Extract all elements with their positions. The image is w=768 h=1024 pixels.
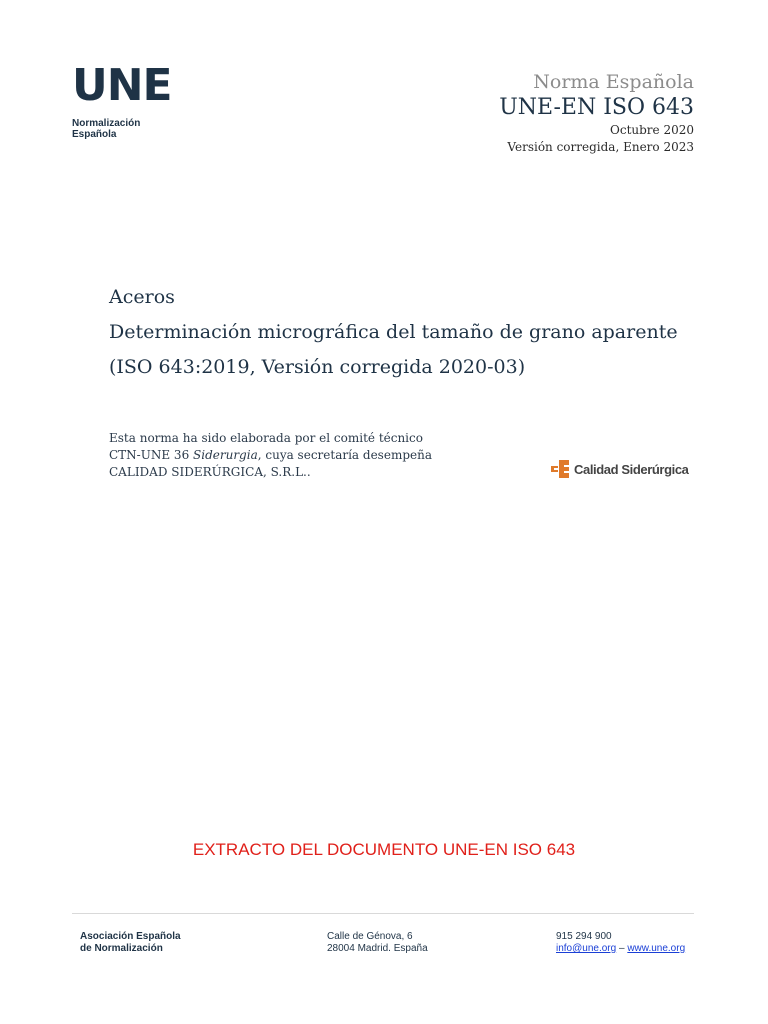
standard-label: Norma Española	[533, 71, 694, 93]
title-line-3: (ISO 643:2019, Versión corregida 2020-03)	[109, 356, 526, 378]
footer-address	[327, 931, 428, 955]
committee-line-2-suffix: , cuya secretaría desempeña	[257, 448, 432, 462]
une-logo-subtitle-line1: Normalización	[72, 118, 141, 129]
footer-org-line-2: de Normalización	[80, 943, 163, 954]
footer-email-link[interactable]: info@une.org	[556, 943, 617, 954]
committee-line-1: Esta norma ha sido elaborada por el comité técnico	[109, 431, 423, 445]
footer-org-line-1: Asociación Española	[80, 931, 181, 942]
standard-header	[499, 70, 694, 156]
footer-divider	[72, 913, 694, 914]
extract-notice: EXTRACTO DEL DOCUMENTO UNE-EN ISO 643	[192, 840, 576, 859]
footer-phone: 915 294 900	[556, 931, 612, 942]
committee-line-3: CALIDAD SIDERÚRGICA, S.R.L..	[109, 465, 311, 479]
standard-date: Octubre 2020	[610, 123, 694, 137]
footer-website-link[interactable]: www.une.org	[627, 943, 686, 954]
standard-version: Versión corregida, Enero 2023	[507, 140, 694, 154]
une-logo-subtitle	[72, 118, 202, 140]
footer-links	[556, 943, 685, 955]
footer-link-separator: –	[616, 943, 628, 954]
calidad-siderurgica-text: Calidad Siderúrgica	[574, 462, 689, 477]
standard-code: UNE-EN ISO 643	[499, 95, 694, 120]
title-line-1: Aceros	[109, 286, 175, 308]
document-title	[109, 280, 709, 385]
une-logo-mark: UNE	[72, 60, 172, 111]
calidad-siderurgica-logo	[550, 459, 690, 481]
footer-organization	[80, 931, 181, 955]
footer-contact	[556, 931, 685, 955]
committee-statement	[109, 430, 509, 481]
title-line-2: Determinación micrográfica del tamaño de grano aparente	[109, 321, 678, 343]
footer-address-line-2: 28004 Madrid. España	[327, 943, 428, 954]
calidad-siderurgica-icon	[550, 459, 570, 479]
footer-address-line-1: Calle de Génova, 6	[327, 931, 413, 942]
une-logo-subtitle-line2: Española	[72, 129, 117, 140]
committee-line-2	[109, 447, 509, 464]
committee-name: Siderurgia	[193, 448, 258, 462]
committee-code: CTN-UNE 36	[109, 448, 194, 462]
une-logo	[72, 60, 202, 140]
